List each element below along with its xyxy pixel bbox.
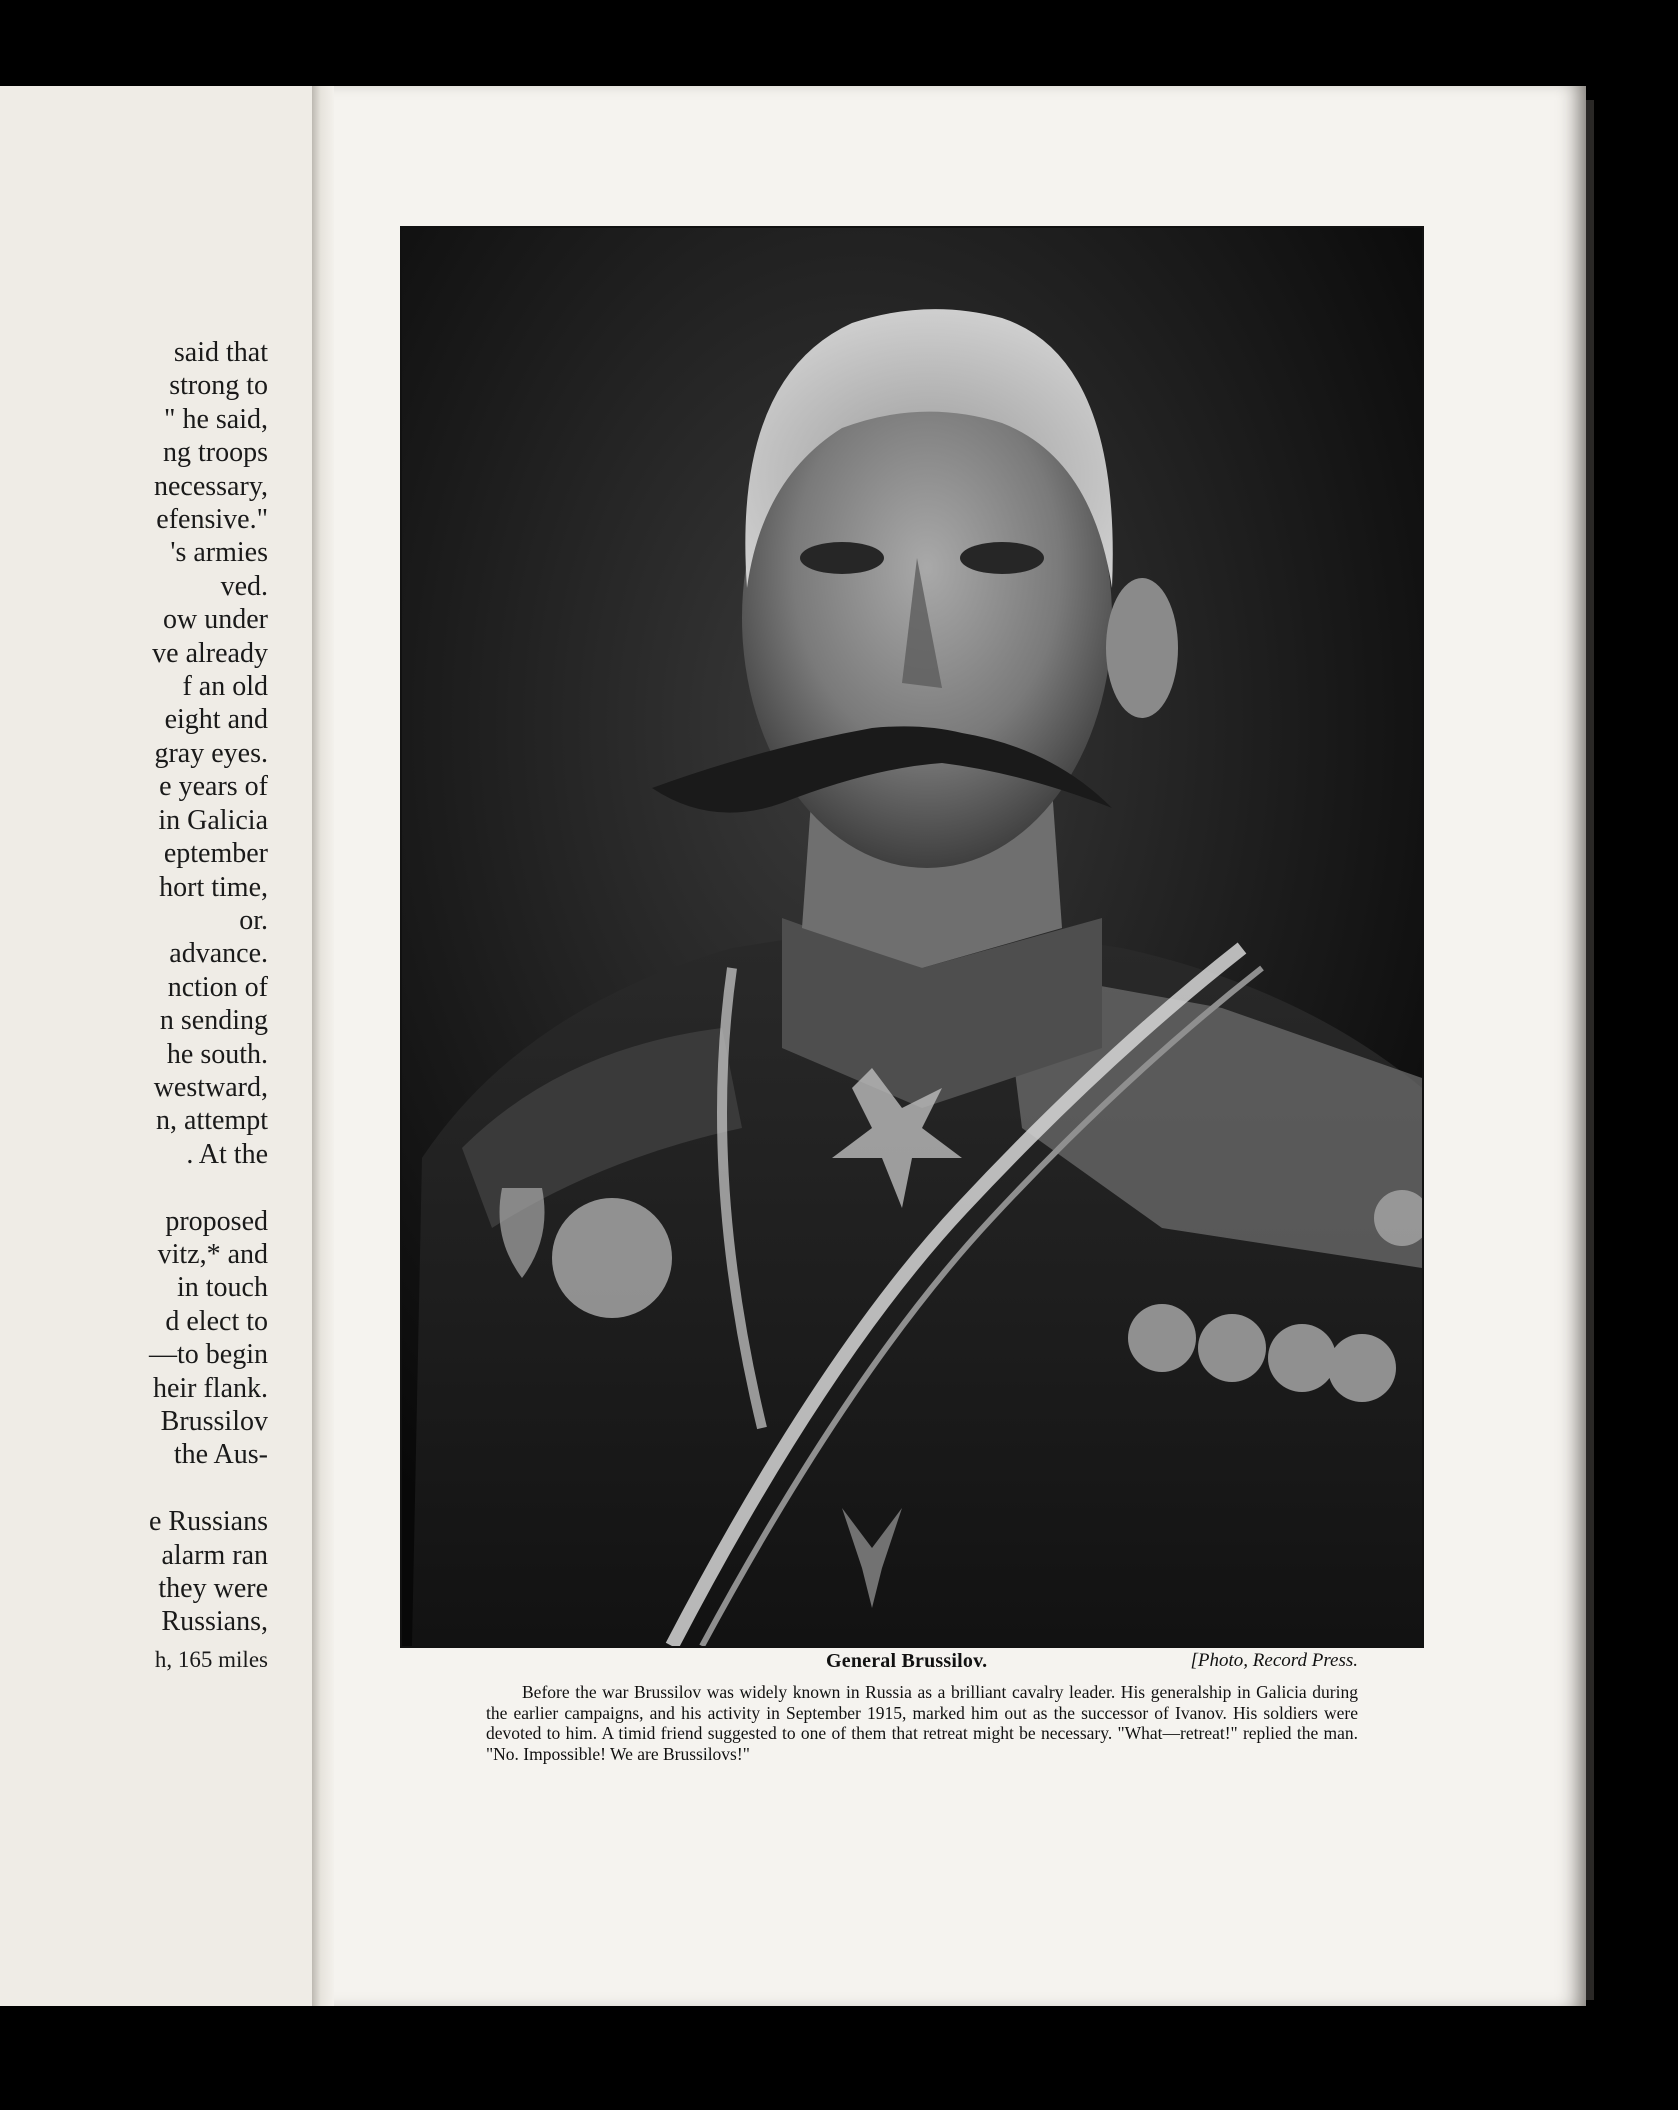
left-page-line: he south.: [166, 1038, 268, 1070]
left-page-line: " he said,: [164, 403, 268, 435]
left-page-line: Brussilov: [160, 1405, 268, 1437]
left-page-line: advance.: [169, 938, 268, 970]
left-page-line: westward,: [153, 1071, 268, 1103]
left-page: [0, 86, 312, 2006]
left-page-line: efensive.": [156, 504, 268, 536]
left-page-line: necessary,: [153, 470, 268, 502]
left-page-line: ow under: [163, 604, 268, 636]
left-page-line: heir flank.: [152, 1372, 268, 1404]
left-page-line: [0, 1171, 268, 1204]
left-page-line: Russians,: [161, 1606, 268, 1638]
left-page-line: in touch: [177, 1272, 268, 1304]
left-page-text-column: [0, 336, 268, 1676]
left-page-line: eptember: [163, 838, 268, 870]
left-page-line: ng troops: [163, 437, 268, 469]
left-page-line: n, attempt: [156, 1105, 268, 1137]
left-page-line: said that: [173, 337, 268, 368]
left-page-line: proposed: [165, 1205, 268, 1237]
left-page-line: —to begin: [149, 1339, 268, 1371]
left-page-line: f an old: [182, 671, 268, 703]
left-page-line: eight and: [164, 704, 268, 736]
portrait-image: [402, 228, 1422, 1646]
left-page-line: n sending: [159, 1005, 268, 1037]
left-page-line: gray eyes.: [154, 737, 268, 769]
left-page-line: ved.: [220, 570, 268, 602]
left-page-line: vitz,* and: [157, 1238, 268, 1270]
left-page-line: or.: [239, 904, 268, 936]
left-page-line: hort time,: [159, 871, 268, 903]
left-page-line: they were: [158, 1573, 268, 1604]
caption-header: [486, 1650, 1358, 1682]
left-page-line: 's armies: [170, 537, 268, 569]
left-page-line: nction of: [167, 971, 268, 1003]
left-page-line: in Galicia: [158, 804, 268, 836]
photo-caption: [486, 1650, 1358, 1764]
left-page-line: alarm ran: [161, 1539, 268, 1571]
left-page-line: the Aus-: [173, 1439, 268, 1471]
left-page-line: . At the: [186, 1138, 268, 1170]
photo-credit: [Photo, Record Press.: [1190, 1650, 1358, 1671]
left-page-line: e Russians: [149, 1506, 268, 1538]
left-page-line: ve already: [152, 637, 268, 669]
portrait-photograph: [400, 226, 1424, 1648]
left-page-line: d elect to: [165, 1305, 268, 1337]
left-page-line: e years of: [159, 771, 268, 803]
left-page-line: strong to: [169, 370, 268, 402]
book-gutter: [312, 86, 334, 2006]
left-page-footnote: h, 165 miles: [154, 1646, 268, 1672]
caption-body: Before the war Brussilov was widely known in Russia as a brilliant cavalry leader. His generalship in Galicia during the earlier campaigns, and his activity in September 1915, marked him out as the successor of Ivanov. His soldiers were devoted to him. A timid friend suggested to one of them that retreat might be necessary. "What—retreat!" replied the man. "No. Impossible! We are Brussilovs!": [486, 1682, 1358, 1764]
page-edge-shadow: [1586, 100, 1594, 2000]
left-page-line: [0, 1472, 268, 1505]
caption-title: General Brussilov.: [826, 1650, 988, 1672]
